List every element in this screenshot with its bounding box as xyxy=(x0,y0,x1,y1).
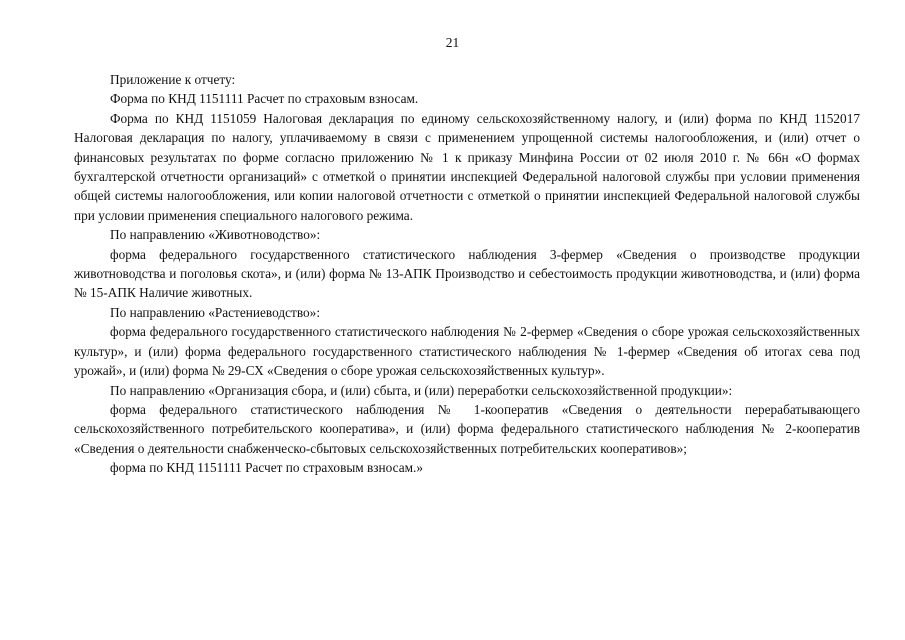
appendix-heading: Приложение к отчету: xyxy=(110,72,236,87)
document-body xyxy=(74,70,860,478)
section-heading-livestock: По направлению «Животноводство»: xyxy=(110,227,321,243)
paragraph: Форма по КНД 1151059 Налоговая декларация по единому сельскохозяйственному налогу, и (или) форма по КНД 1152017 Налоговая декларация по налогу, уплачиваемому в связи с применением упрощенной системы налогообложения, и (или) отчет о финансовых результатах по форме согласно приложению № 1 к приказу Минфина России от 02 июля 2010 г. № 66н «О формах бухгалтерской отчетности организаций» с отметкой о принятии инспекцией Федеральной налоговой службы при условии применения общей системы налогообложения, или копии налоговой отчетности с отметкой о принятии инспекцией Федеральной налоговой службы при условии применения специального налогового режима. xyxy=(74,110,860,223)
paragraph: форма по КНД 1151111 Расчет по страховым взносам.» xyxy=(110,460,423,476)
paragraph: форма федерального статистического наблюдения № 1-кооператив «Сведения о деятельности перерабатывающего сельскохозяйственного потребительского кооператива», и (или) форма федерального статистического наблюдения № 2-кооператив «Сведения о деятельности снабженческо-сбытовых сельскохозяйственных потребительских кооперативов»; xyxy=(74,401,860,456)
paragraph: форма федерального государственного статистического наблюдения 3-фермер «Сведения о производстве продукции животноводства и поголовья скота», и (или) форма № 13-АПК Производство и себестоимость продукции животноводства, и (или) форма № 15-АПК Наличие животных. xyxy=(74,246,860,301)
paragraph: форма федерального государственного статистического наблюдения № 2-фермер «Сведения о сборе урожая сельскохозяйственных культур», и (или) форма федерального государственного статистического наблюдения № 1-фермер «Сведения об итогах сева под урожай», и (или) форма № 29-СХ «Сведения о сборе урожая сельскохозяйственных культур». xyxy=(74,324,860,379)
paragraph: Форма по КНД 1151111 Расчет по страховым взносам. xyxy=(110,91,419,107)
section-heading-crops: По направлению «Растениеводство»: xyxy=(110,304,321,320)
section-heading-processing: По направлению «Организация сбора, и (или) сбыта, и (или) переработки сельскохозяйственной продукции»: xyxy=(110,382,733,398)
page-number: 21 xyxy=(445,35,460,50)
